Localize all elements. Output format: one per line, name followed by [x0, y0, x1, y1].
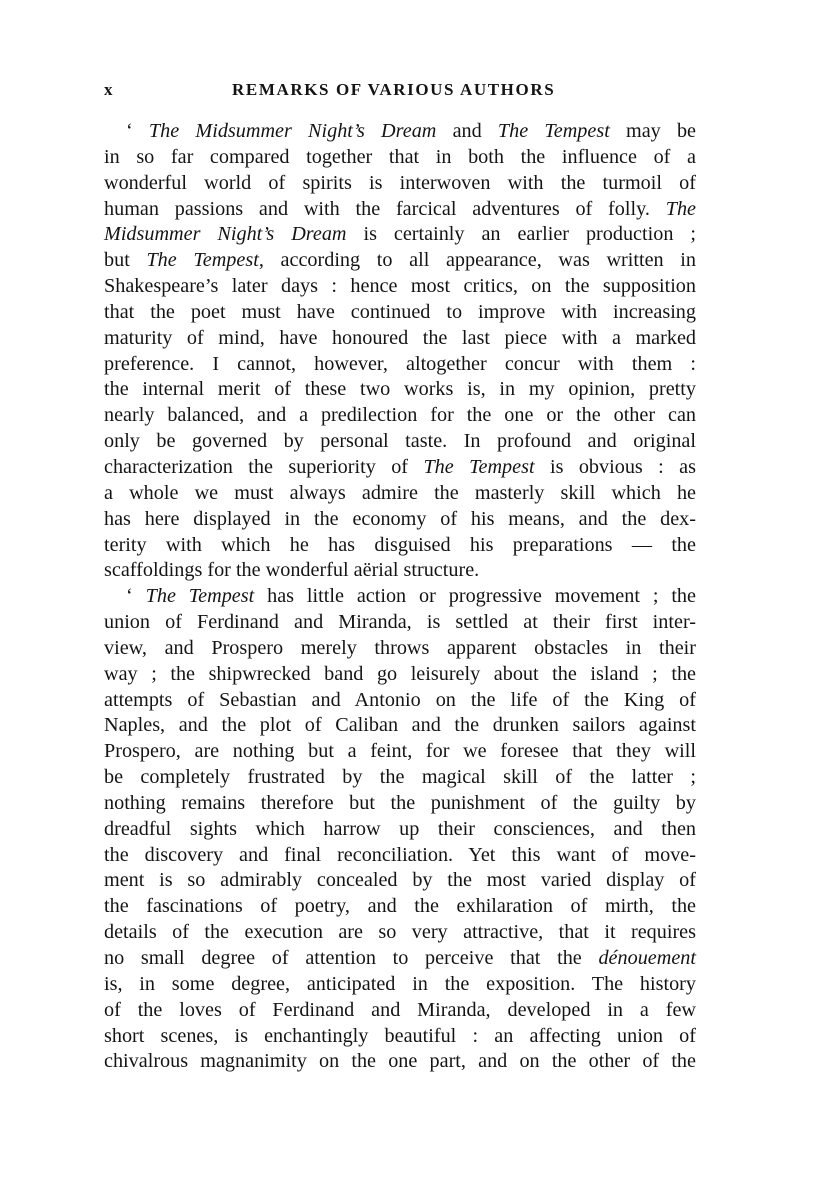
text-line: ‘ The Midsummer Night’s Dream and The Tempest may be [126, 120, 696, 142]
text-line: dreadful sights which harrow up their consciences, and then [104, 817, 696, 840]
text-line: details of the execution are so very attractive, that it requires [104, 921, 696, 944]
page-number: x [104, 80, 115, 99]
text-line: nothing remains therefore but the punishment of the guilty by [104, 791, 696, 814]
text-line: Shakespeare’s later days : hence most critics, on the supposition [104, 275, 696, 298]
paragraph [104, 584, 696, 1075]
text-line: maturity of mind, have honoured the last piece with a marked [104, 326, 696, 349]
text-line: union of Ferdinand and Miranda, is settled at their first inter- [104, 611, 696, 634]
text-line: terity with which he has disguised his preparations — the [104, 533, 696, 556]
text-line: is, in some degree, anticipated in the exposition. The history [104, 972, 696, 995]
text-line: the discovery and final reconciliation. Yet this want of move- [104, 843, 696, 866]
text-line: chivalrous magnanimity on the one part, and on the other of the [104, 1050, 696, 1073]
text-line: characterization the superiority of The Tempest is obvious : as [104, 455, 696, 478]
text-line: a whole we must always admire the masterly skill which he [104, 481, 696, 504]
paragraph [104, 119, 696, 584]
text-line: ment is so admirably concealed by the most varied display of [104, 869, 696, 892]
text-line: Midsummer Night’s Dream is certainly an earlier production ; [104, 223, 696, 246]
text-line: only be governed by personal taste. In profound and original [104, 430, 696, 453]
text-line: ‘ The Tempest has little action or progressive movement ; the [126, 585, 696, 608]
text-line: but The Tempest, according to all appearance, was written in [104, 249, 697, 272]
text-line: of the loves of Ferdinand and Miranda, developed in a few [104, 998, 696, 1021]
running-head [104, 72, 696, 102]
text-line: view, and Prospero merely throws apparent obstacles in their [104, 636, 696, 659]
text-line: human passions and with the farcical adventures of folly. The [104, 197, 696, 220]
text-line: the internal merit of these two works is, in my opinion, pretty [104, 378, 696, 401]
text-line: scaffoldings for the wonderful aërial structure. [104, 559, 480, 582]
text-line: attempts of Sebastian and Antonio on the life of the King of [104, 688, 696, 711]
text-line: that the poet must have continued to improve with increasing [104, 300, 696, 323]
text-line: has here displayed in the economy of his means, and the dex- [104, 507, 696, 530]
text-line: nearly balanced, and a predilection for the one or the other can [104, 404, 696, 427]
text-line: no small degree of attention to perceive that the dénouement [104, 947, 696, 969]
text-line: preference. I cannot, however, altogether concur with them : [104, 352, 696, 375]
text-line: be completely frustrated by the magical skill of the latter ; [104, 766, 696, 789]
text-line: in so far compared together that in both the influence of a [104, 145, 696, 168]
body-text [104, 119, 696, 1075]
text-line: the fascinations of poetry, and the exhilaration of mirth, the [104, 895, 696, 918]
text-line: wonderful world of spirits is interwoven with the turmoil of [104, 171, 696, 194]
running-head-title: REMARKS OF VARIOUS AUTHORS [232, 80, 556, 99]
text-line: short scenes, is enchantingly beautiful : an affecting union of [104, 1024, 696, 1047]
book-page [104, 72, 696, 1075]
text-line: way ; the shipwrecked band go leisurely about the island ; the [104, 662, 696, 685]
text-line: Naples, and the plot of Caliban and the drunken sailors against [104, 714, 696, 737]
text-line: Prospero, are nothing but a feint, for we foresee that they will [104, 740, 696, 763]
